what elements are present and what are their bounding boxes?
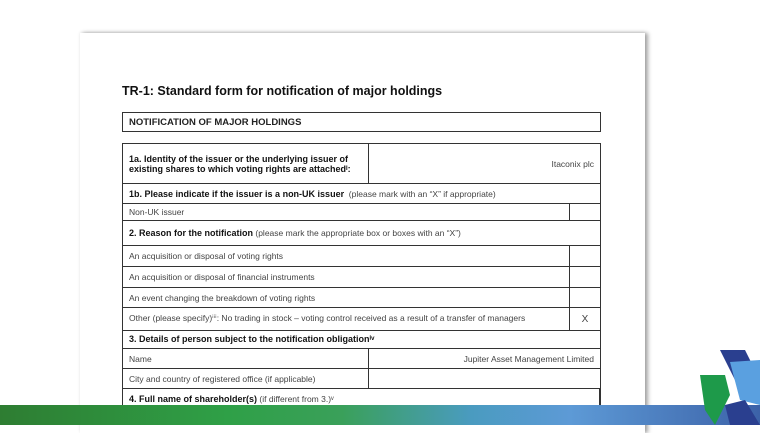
row-issuer <box>123 144 600 184</box>
row-option-3 <box>123 288 600 308</box>
footer-gradient-bar <box>0 405 760 425</box>
reason-heading: 2. Reason for the notification <box>129 228 254 238</box>
reason-note: (please mark the appropriate box or boxes with an “X”) <box>253 228 461 238</box>
row-option-4 <box>123 308 600 331</box>
issuer-label: 1a. Identity of the issuer or the underlying issuer of existing shares to which voting rights are attachedᴵ: <box>123 144 369 183</box>
option-label: An acquisition or disposal of financial instruments <box>129 272 315 282</box>
non-uk-note: (please mark with an “X” if appropriate) <box>344 188 496 199</box>
option-label: An acquisition or disposal of voting rights <box>129 251 284 261</box>
row-city <box>123 369 600 389</box>
form-table <box>122 143 601 409</box>
form-title: TR-1: Standard form for notification of major holdings <box>122 84 443 98</box>
row-non-uk <box>123 204 600 221</box>
name-label: Name <box>123 349 369 368</box>
issuer-value: Itaconix plc <box>551 158 594 169</box>
city-value <box>369 369 600 388</box>
non-uk-label: Non-UK issuer <box>129 207 185 217</box>
row-option-2 <box>123 267 600 288</box>
row-option-1 <box>123 246 600 267</box>
section-header: NOTIFICATION OF MAJOR HOLDINGS <box>122 112 601 132</box>
row-reason-heading <box>123 221 600 246</box>
row-name <box>123 349 600 369</box>
non-uk-heading: 1b. Please indicate if the issuer is a non-UK issuer <box>129 188 345 199</box>
recycle-logo-icon <box>700 350 760 425</box>
shareholder-heading: 4. Full name of shareholder(s) <box>129 394 258 404</box>
row-details-heading <box>123 331 600 349</box>
city-label: City and country of registered office (if applicable) <box>123 369 369 388</box>
option-checkbox[interactable]: X <box>569 308 600 330</box>
option-checkbox[interactable] <box>569 288 600 307</box>
row-non-uk-heading <box>123 184 600 204</box>
option-label: An event changing the breakdown of voting rights <box>129 292 316 303</box>
option-checkbox[interactable] <box>569 246 600 266</box>
name-value: Jupiter Asset Management Limited <box>463 353 594 364</box>
non-uk-checkbox[interactable] <box>569 204 600 220</box>
option-checkbox[interactable] <box>569 267 600 287</box>
option-label: Other (please specify)ⁱⁱⁱ: No trading in stock – voting control received as a result of a transfer of managers <box>129 313 526 324</box>
shareholder-note: (if different from 3.)ᵛ <box>257 394 334 404</box>
details-heading: 3. Details of person subject to the notification obligationⁱᵛ <box>129 334 375 344</box>
